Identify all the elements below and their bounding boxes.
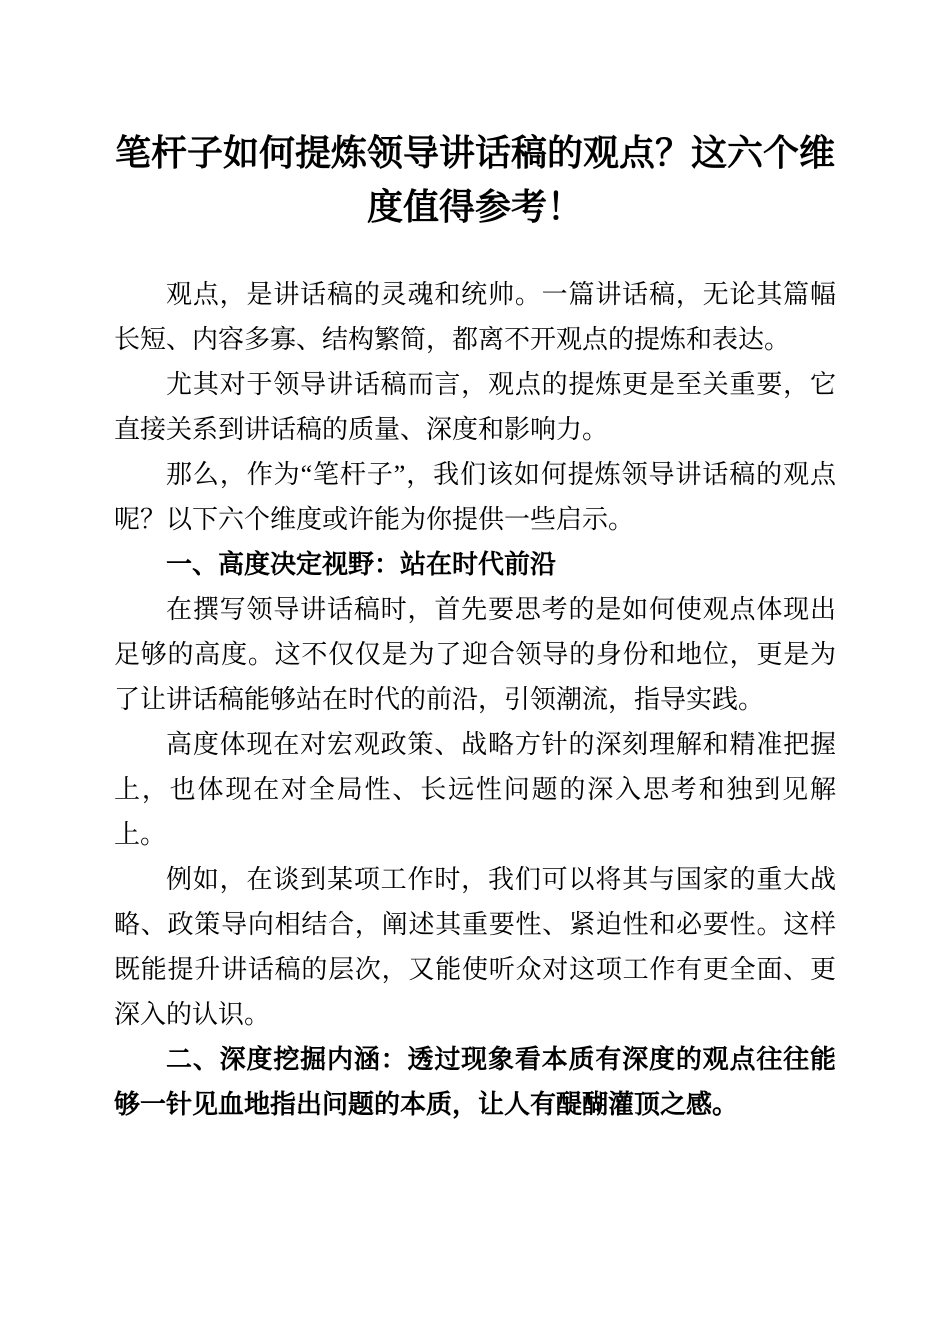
section-heading-2: 二、深度挖掘内涵：透过现象看本质有深度的观点往往能够一针见血地指出问题的本质，让人有醍醐灌顶之感。 (114, 1044, 836, 1119)
document-body (114, 272, 836, 1127)
paragraph-section1-1: 在撰写领导讲话稿时，首先要思考的是如何使观点体现出足够的高度。这不仅仅是为了迎合领导的身份和地位，更是为了让讲话稿能够站在时代的前沿，引领潮流，指导实践。 (114, 595, 836, 714)
document-title: 笔杆子如何提炼领导讲话稿的观点？这六个维度值得参考！ (114, 133, 835, 227)
paragraph-intro-1: 观点，是讲话稿的灵魂和统帅。一篇讲话稿，无论其篇幅长短、内容多寡、结构繁简，都离不开观点的提炼和表达。 (114, 280, 836, 354)
paragraph-intro-2: 尤其对于领导讲话稿而言，观点的提炼更是至关重要，它直接关系到讲话稿的质量、深度和影响力。 (114, 370, 836, 444)
paragraph-section1-2: 高度体现在对宏观政策、战略方针的深刻理解和精准把握上，也体现在对全局性、长远性问题的深入思考和独到见解上。 (114, 730, 836, 849)
section-heading-1: 一、高度决定视野：站在时代前沿 (166, 549, 557, 579)
paragraph-intro-3: 那么，作为“笔杆子”，我们该如何提炼领导讲话稿的观点呢？以下六个维度或许能为你提供一些启示。 (114, 460, 836, 534)
paragraph-section1-3: 例如，在谈到某项工作时，我们可以将其与国家的重大战略、政策导向相结合，阐述其重要性、紧迫性和必要性。这样既能提升讲话稿的层次，又能使听众对这项工作有更全面、更深入的认识。 (114, 865, 836, 1029)
